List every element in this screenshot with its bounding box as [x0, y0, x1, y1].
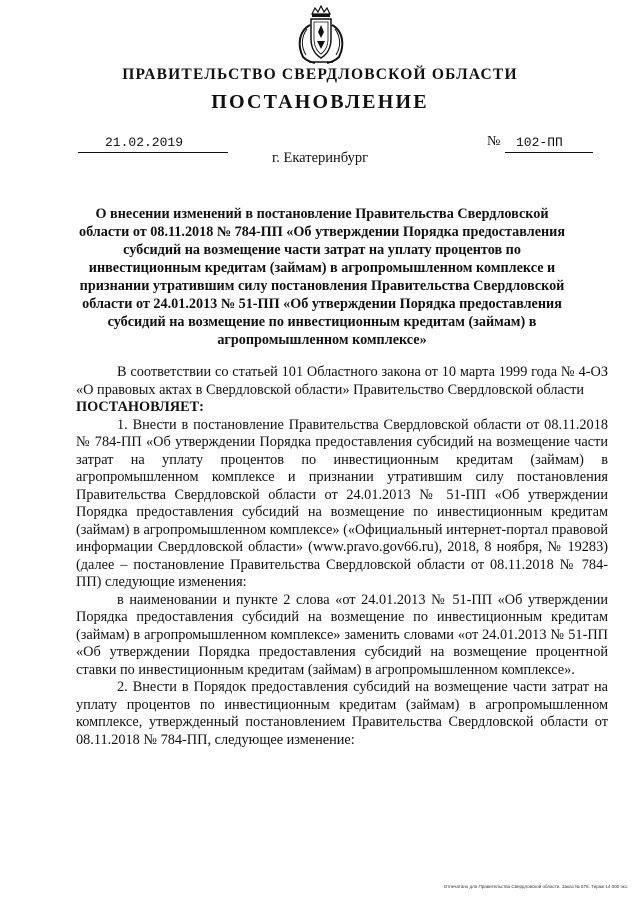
decree-heading: ПОСТАНОВЛЯЕТ:: [76, 399, 204, 415]
item-1-sub-paragraph: в наименовании и пункте 2 слова «от 24.01.2013 № 51-ПП «Об утверждении Порядка предоставления субсидий на возмещение по инвестиционным кредитам (займам) в агропромышленном комплексе» заменить словами «от 24.01.2013 № 51-ПП «Об утверждении Порядка предоставления субсидий на возмещение процентной ставки по инвестиционным кредитам (займам) в агропромышленном комплексе».: [76, 591, 608, 678]
document-type-title: ПОСТАНОВЛЕНИЕ: [211, 91, 429, 113]
city: г. Екатеринбург: [271, 150, 369, 166]
document-subject: О внесении изменений в постановление Правительства Свердловской области от 08.11.2018 № 784-ПП «Об утверждении Порядка предоставления субсидий на возмещение части затрат на уплату процентов по инвестиционным кредитам (займам) в агропромышленном комплексе и признании утратившим силу постановления Правительства Свердловской области от 24.01.2013 № 51-ПП «Об утверждении Порядка предоставления субсидий на возмещение по инвестиционным кредитам (займам) в агропромышленном комплексе»: [78, 206, 566, 348]
date-value: 21.02.2019: [105, 135, 184, 150]
document-body: [76, 364, 608, 749]
item-2-paragraph: 2. Внести в Порядок предоставления субсидий на возмещение части затрат на уплату процентов по инвестиционным кредитам (займам) в агропромышленном комплексе, утвержденный постановлением Правительства Свердловской области от 08.11.2018 № 784-ПП, следующее изменение:: [76, 679, 608, 748]
number-sign: №: [487, 134, 501, 149]
coat-of-arms-icon: [291, 5, 351, 67]
preamble-paragraph: В соответствии со статьей 101 Областного закона от 10 марта 1999 года № 4-ОЗ «О правовых актах в Свердловской области» Правительство Свердловской области: [76, 364, 608, 398]
number-value: 102-ПП: [516, 135, 563, 150]
print-footer: Отпечатано для Правительства Свердловской области. Заказ № 576. Тираж 14 000 экз.: [443, 884, 628, 889]
government-title: ПРАВИТЕЛЬСТВО СВЕРДЛОВСКОЙ ОБЛАСТИ: [122, 66, 518, 83]
item-1-paragraph: 1. Внести в постановление Правительства Свердловской области от 08.11.2018 № 784-ПП «Об утверждении Порядка предоставления субсидий на возмещение части затрат на уплату процентов по инвестиционным кредитам (займам) в агропромышленном комплексе и признании утратившим силу постановления Правительства Свердловской области от 24.01.2013 № 51-ПП «Об утверждении Порядка предоставления субсидий на возмещение по инвестиционным кредитам (займам) в агропромышленном комплексе» («Официальный интернет-портал правовой информации Свердловской области» (www.pravo.gov66.ru), 2018, 8 ноября, № 19283) (далее – постановление Правительства Свердловской области от 08.11.2018 № 784-ПП) следующие изменения:: [76, 416, 608, 590]
